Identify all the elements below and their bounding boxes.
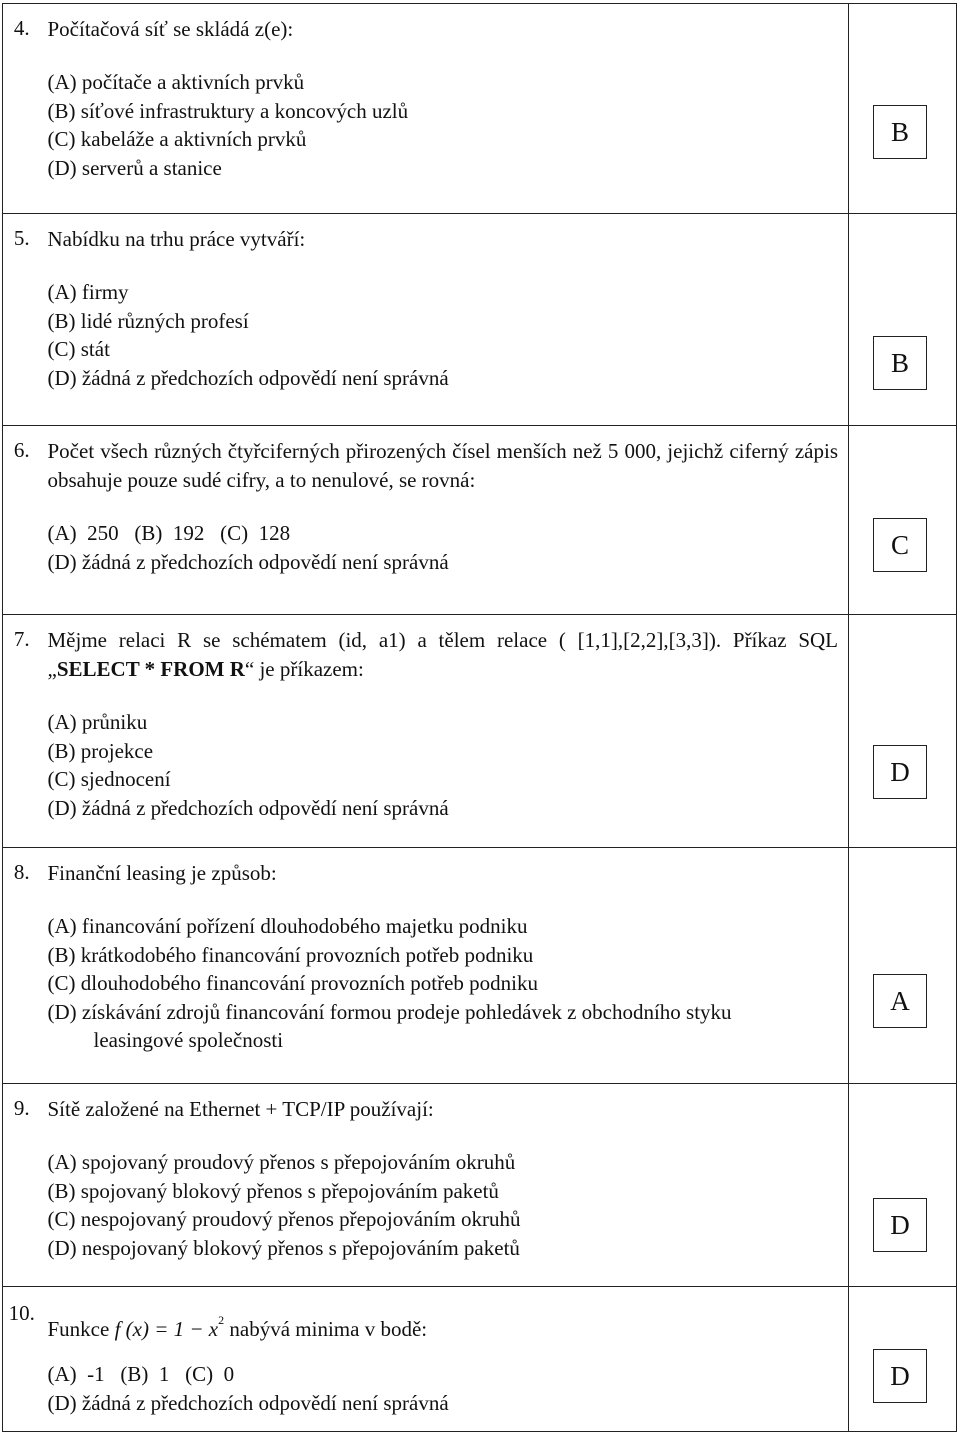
formula: f (x) = 1 − x (114, 1317, 219, 1341)
option: (A) firmy (47, 280, 129, 304)
option: (D) žádná z předchozích odpovědí není správná (47, 365, 449, 390)
option: (D) žádná z předchozích odpovědí není správná (47, 549, 449, 574)
question-text: Počet všech různých čtyřciferných přirozených čísel menších než 5 000, jejichž ciferný zápis obsahuje pouze sudé cifry, a to nenulové, se rovná: (47, 439, 838, 492)
option-group: (A) -1 (B) 1 (C) 0 (47, 1362, 235, 1386)
option: (B) krátkodobého financování provozních potřeb podniku (47, 942, 534, 967)
option: (A) průniku (47, 710, 148, 734)
options-list (41, 1360, 849, 1417)
question-number: 5. (13, 226, 30, 250)
question-text-end: “ je příkazem: (244, 657, 364, 681)
question-number: 10. (8, 1301, 35, 1325)
option: (B) spojovaný blokový přenos s přepojováním paketů (47, 1178, 499, 1203)
question-number: 7. (13, 627, 30, 651)
option: (C) kabeláže a aktivních prvků (47, 127, 307, 152)
question-text-end: nabývá minima v bodě: (224, 1317, 428, 1341)
option: (B) projekce (47, 738, 154, 763)
question-text-start: Funkce (47, 1317, 115, 1341)
option: (C) dlouhodobého financování provozních potřeb podniku (47, 971, 538, 996)
question-number: 4. (13, 16, 30, 40)
question-text (41, 1287, 849, 1344)
question-row (3, 848, 957, 1084)
option: (C) nespojovaný proudový přenos přepojováním okruhů (47, 1207, 521, 1232)
options-list (41, 1148, 849, 1262)
question-row (3, 4, 957, 214)
option: (B) síťové infrastruktury a koncových uzlů (47, 98, 409, 123)
option: (D) získávání zdrojů financování formou prodeje pohledávek z obchodního styku leasingové společnosti (47, 999, 732, 1053)
question-text (41, 615, 849, 684)
answer-box: C (873, 518, 927, 572)
answer-box: D (873, 1349, 927, 1403)
answer-box: B (873, 336, 927, 390)
option: (D) žádná z předchozích odpovědí není správná (47, 795, 449, 820)
question-row (3, 1084, 957, 1287)
question-text-start: Mějme relaci R se schématem (id, a1) a tělem relace ( [1,1],[2,2],[3,3]). Příkaz SQL „ (47, 628, 838, 681)
question-number: 8. (13, 860, 30, 884)
question-row (3, 214, 957, 426)
sql-command: SELECT * FROM R (56, 657, 245, 681)
answer-box: D (873, 745, 927, 799)
question-number: 6. (13, 438, 30, 462)
formula-exponent: 2 (218, 1313, 225, 1327)
question-text: Sítě založené na Ethernet + TCP/IP používají: (47, 1097, 434, 1121)
option: (D) žádná z předchozích odpovědí není správná (47, 1390, 449, 1415)
question-row (3, 426, 957, 615)
options-list (41, 68, 849, 182)
options-list (41, 912, 849, 1055)
option: (A) spojovaný proudový přenos s přepojováním okruhů (47, 1150, 516, 1174)
question-text: Počítačová síť se skládá z(e): (47, 17, 294, 41)
option: (D) serverů a stanice (47, 155, 222, 180)
question-text: Finanční leasing je způsob: (47, 861, 277, 885)
option: (C) sjednocení (47, 767, 171, 792)
option: (D) nespojovaný blokový přenos s přepojováním paketů (47, 1235, 520, 1260)
option: (A) počítače a aktivních prvků (47, 70, 305, 94)
answer-box: B (873, 105, 927, 159)
question-row (3, 1287, 957, 1432)
question-text: Nabídku na trhu práce vytváří: (47, 227, 306, 251)
quiz-table (2, 3, 957, 1432)
options-list (41, 278, 849, 392)
question-row (3, 615, 957, 848)
answer-box: D (873, 1198, 927, 1252)
options-list (41, 519, 849, 576)
answer-box: A (873, 974, 927, 1028)
option: (A) financování pořízení dlouhodobého majetku podniku (47, 914, 528, 938)
option: (B) lidé různých profesí (47, 308, 249, 333)
option: (C) stát (47, 337, 110, 362)
question-number: 9. (13, 1096, 30, 1120)
option-group: (A) 250 (B) 192 (C) 128 (47, 521, 291, 545)
options-list (41, 708, 849, 822)
